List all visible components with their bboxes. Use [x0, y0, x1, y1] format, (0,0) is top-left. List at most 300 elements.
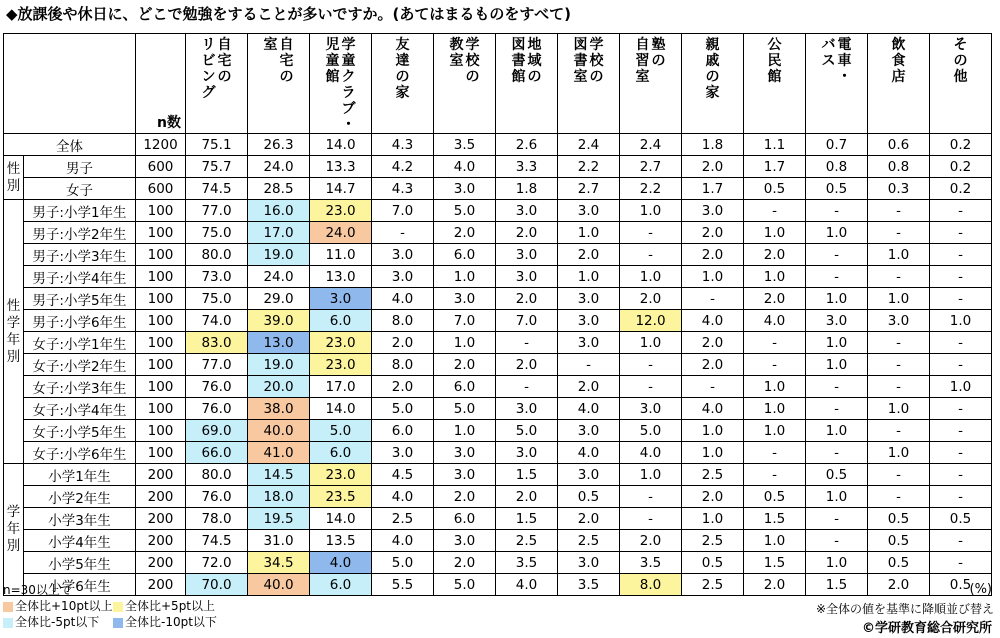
row-label: 男子:小学5年生 [24, 288, 136, 310]
value-cell: 4.0 [744, 310, 806, 332]
value-cell: - [744, 200, 806, 222]
value-cell: 40.0 [248, 420, 310, 442]
value-cell: 74.0 [186, 310, 248, 332]
value-cell: 1.0 [806, 288, 868, 310]
value-cell: - [930, 486, 992, 508]
legend-label: 全体比+5pt以上 [125, 599, 216, 613]
value-cell: 4.0 [682, 398, 744, 420]
value-cell: - [868, 222, 930, 244]
value-cell: 0.5 [806, 178, 868, 200]
value-cell: 2.0 [434, 354, 496, 376]
row-label: 女子:小学6年生 [24, 442, 136, 464]
column-header [682, 34, 744, 134]
value-cell: 3.0 [496, 398, 558, 420]
value-cell: 70.0 [186, 574, 248, 596]
value-cell: 1.0 [620, 332, 682, 354]
column-header-line: 地 域 の [527, 37, 542, 85]
value-cell: 2.0 [682, 156, 744, 178]
n-cell: 200 [136, 574, 186, 596]
value-cell: 0.5 [682, 552, 744, 574]
value-cell: 39.0 [248, 310, 310, 332]
n-cell: 100 [136, 310, 186, 332]
table-row [4, 222, 992, 244]
value-cell: - [496, 376, 558, 398]
value-cell: 19.5 [248, 508, 310, 530]
row-label: 男子:小学1年生 [24, 200, 136, 222]
value-cell: 3.0 [496, 244, 558, 266]
value-cell: 1.0 [744, 420, 806, 442]
value-cell: 1.0 [682, 420, 744, 442]
legend-item [113, 613, 217, 630]
value-cell: - [930, 530, 992, 552]
value-cell: 19.0 [248, 354, 310, 376]
legend-item [3, 597, 113, 614]
column-header-line: 学 校 の [465, 37, 480, 85]
value-cell: - [744, 464, 806, 486]
value-cell: - [806, 508, 868, 530]
value-cell: 83.0 [186, 332, 248, 354]
group-label: 性 別 [4, 156, 24, 200]
value-cell: - [868, 486, 930, 508]
value-cell: - [930, 464, 992, 486]
value-cell: 1.0 [806, 486, 868, 508]
value-cell: 29.0 [248, 288, 310, 310]
column-header-line: 学 校 の [589, 37, 604, 85]
n-cell: 200 [136, 508, 186, 530]
value-cell: 2.5 [496, 530, 558, 552]
value-cell: 0.5 [744, 178, 806, 200]
value-cell: 2.5 [682, 530, 744, 552]
n-header: n数 [136, 34, 186, 134]
column-header-line: バ ス [821, 37, 836, 69]
value-cell: 3.0 [620, 398, 682, 420]
n-cell: 100 [136, 398, 186, 420]
row-label: 小学5年生 [24, 552, 136, 574]
row-label: 小学4年生 [24, 530, 136, 552]
column-header-line: 室 [263, 37, 278, 53]
value-cell: - [620, 508, 682, 530]
value-cell: 74.5 [186, 178, 248, 200]
value-cell: 1.5 [744, 508, 806, 530]
value-cell: 1.0 [558, 266, 620, 288]
table-row [4, 134, 992, 156]
value-cell: 5.5 [372, 574, 434, 596]
value-cell: 6.0 [434, 376, 496, 398]
column-header [620, 34, 682, 134]
value-cell: 1.0 [434, 420, 496, 442]
column-header-line: 親 戚 の 家 [705, 37, 720, 101]
column-header-line: 自 宅 の [217, 37, 232, 85]
table-row [4, 266, 992, 288]
column-header-line: 公 民 館 [767, 37, 782, 85]
value-cell: 34.5 [248, 552, 310, 574]
value-cell: 2.6 [496, 134, 558, 156]
column-header-line: 自 習 室 [635, 37, 650, 85]
value-cell: - [806, 266, 868, 288]
value-cell: 4.2 [372, 156, 434, 178]
value-cell: 3.5 [620, 552, 682, 574]
value-cell: 3.5 [434, 134, 496, 156]
column-header-line: 図 書 館 [511, 37, 526, 85]
value-cell: 6.0 [310, 310, 372, 332]
value-cell: 1.0 [744, 398, 806, 420]
n-cell: 1200 [136, 134, 186, 156]
value-cell: - [620, 354, 682, 376]
group-label: 性 学 年 別 [4, 200, 24, 464]
value-cell: 1.0 [806, 222, 868, 244]
value-cell: 3.0 [372, 266, 434, 288]
value-cell: - [930, 222, 992, 244]
column-header [434, 34, 496, 134]
value-cell: 8.0 [620, 574, 682, 596]
value-cell: 20.0 [248, 376, 310, 398]
value-cell: 28.5 [248, 178, 310, 200]
legend-item [113, 597, 215, 614]
column-header [558, 34, 620, 134]
value-cell: 4.0 [310, 552, 372, 574]
value-cell: 2.2 [620, 178, 682, 200]
value-cell: 1.0 [744, 222, 806, 244]
value-cell: 5.0 [434, 574, 496, 596]
value-cell: 3.3 [496, 156, 558, 178]
value-cell: 1.0 [806, 420, 868, 442]
row-label: 小学1年生 [24, 464, 136, 486]
value-cell: 2.0 [682, 332, 744, 354]
value-cell: 13.3 [310, 156, 372, 178]
table-row [4, 156, 992, 178]
value-cell: 2.7 [620, 156, 682, 178]
value-cell: 1.0 [868, 398, 930, 420]
value-cell: 2.0 [682, 354, 744, 376]
value-cell: 2.0 [620, 288, 682, 310]
value-cell: 1.7 [682, 178, 744, 200]
value-cell: 1.0 [868, 288, 930, 310]
column-header [868, 34, 930, 134]
value-cell: - [868, 332, 930, 354]
table-row [4, 552, 992, 574]
column-header [310, 34, 372, 134]
value-cell: 4.0 [372, 530, 434, 552]
value-cell: 5.0 [434, 200, 496, 222]
value-cell: 23.0 [310, 354, 372, 376]
value-cell: 2.0 [558, 508, 620, 530]
value-cell: 2.0 [868, 574, 930, 596]
value-cell: 76.0 [186, 486, 248, 508]
column-header-line: 自 宅 の [279, 37, 294, 85]
value-cell: 4.5 [372, 464, 434, 486]
column-header-line: 学 童 ク ラ ブ ・ [341, 37, 356, 133]
value-cell: 0.5 [930, 508, 992, 530]
value-cell: - [682, 288, 744, 310]
column-header [186, 34, 248, 134]
value-cell: - [868, 464, 930, 486]
row-label: 小学3年生 [24, 508, 136, 530]
value-cell: 3.0 [806, 310, 868, 332]
table-row [4, 354, 992, 376]
value-cell: - [868, 420, 930, 442]
value-cell: - [868, 266, 930, 288]
value-cell: 0.7 [806, 134, 868, 156]
value-cell: - [868, 376, 930, 398]
value-cell: 6.0 [434, 508, 496, 530]
value-cell: 2.0 [372, 376, 434, 398]
value-cell: 4.3 [372, 134, 434, 156]
legend-label: 全体比-5pt以下 [15, 615, 100, 629]
value-cell: 3.5 [558, 574, 620, 596]
column-header-line: 図 書 室 [573, 37, 588, 85]
value-cell: 0.8 [868, 156, 930, 178]
value-cell: 2.0 [682, 486, 744, 508]
value-cell: - [868, 354, 930, 376]
table-row [4, 574, 992, 596]
value-cell: 75.0 [186, 222, 248, 244]
value-cell: 1.0 [620, 200, 682, 222]
value-cell: 80.0 [186, 244, 248, 266]
table-row [4, 200, 992, 222]
n-cell: 100 [136, 442, 186, 464]
value-cell: 0.5 [744, 486, 806, 508]
value-cell: - [806, 398, 868, 420]
table-row [4, 530, 992, 552]
value-cell: 2.7 [558, 178, 620, 200]
value-cell: - [930, 332, 992, 354]
table-row [4, 442, 992, 464]
value-cell: 0.5 [868, 508, 930, 530]
header-row [4, 34, 992, 134]
row-label: 男子:小学2年生 [24, 222, 136, 244]
row-label: 男子:小学3年生 [24, 244, 136, 266]
value-cell: 23.0 [310, 332, 372, 354]
value-cell: - [930, 552, 992, 574]
value-cell: 78.0 [186, 508, 248, 530]
column-header-line: 飲 食 店 [891, 37, 906, 85]
table-row [4, 508, 992, 530]
value-cell: 3.0 [496, 442, 558, 464]
value-cell: - [806, 200, 868, 222]
value-cell: 1.0 [806, 332, 868, 354]
n-cell: 200 [136, 486, 186, 508]
value-cell: 3.0 [558, 310, 620, 332]
value-cell: 8.0 [372, 354, 434, 376]
value-cell: 74.5 [186, 530, 248, 552]
value-cell: 31.0 [248, 530, 310, 552]
value-cell: 2.0 [558, 244, 620, 266]
value-cell: 2.4 [558, 134, 620, 156]
value-cell: 1.0 [868, 442, 930, 464]
value-cell: 75.7 [186, 156, 248, 178]
value-cell: 1.0 [930, 376, 992, 398]
value-cell: - [372, 222, 434, 244]
n-cell: 200 [136, 552, 186, 574]
value-cell: - [744, 332, 806, 354]
value-cell: - [496, 332, 558, 354]
value-cell: 4.0 [372, 486, 434, 508]
value-cell: - [620, 222, 682, 244]
value-cell: 77.0 [186, 354, 248, 376]
value-cell: 69.0 [186, 420, 248, 442]
value-cell: 80.0 [186, 464, 248, 486]
value-cell: - [868, 200, 930, 222]
value-cell: - [930, 266, 992, 288]
value-cell: 5.0 [434, 398, 496, 420]
value-cell: 6.0 [310, 574, 372, 596]
table-row [4, 244, 992, 266]
value-cell: 0.2 [930, 134, 992, 156]
column-header-line: そ の 他 [953, 37, 968, 85]
value-cell: 1.0 [682, 442, 744, 464]
value-cell: - [930, 244, 992, 266]
value-cell: 1.0 [930, 310, 992, 332]
value-cell: - [682, 376, 744, 398]
value-cell: 1.5 [806, 574, 868, 596]
value-cell: 14.7 [310, 178, 372, 200]
value-cell: 3.0 [558, 420, 620, 442]
value-cell: 2.2 [558, 156, 620, 178]
n-cell: 100 [136, 354, 186, 376]
n-cell: 100 [136, 288, 186, 310]
value-cell: 2.0 [682, 244, 744, 266]
value-cell: 1.5 [496, 464, 558, 486]
table-row [4, 178, 992, 200]
value-cell: 7.0 [372, 200, 434, 222]
value-cell: 1.8 [682, 134, 744, 156]
value-cell: 3.0 [434, 530, 496, 552]
value-cell: 4.0 [434, 156, 496, 178]
value-cell: - [558, 354, 620, 376]
row-label: 全体 [4, 134, 136, 156]
table-row [4, 310, 992, 332]
value-cell: 1.0 [620, 464, 682, 486]
value-cell: 2.0 [744, 574, 806, 596]
value-cell: 41.0 [248, 442, 310, 464]
value-cell: 3.0 [372, 442, 434, 464]
table-row [4, 288, 992, 310]
value-cell: 0.5 [868, 530, 930, 552]
value-cell: 8.0 [372, 310, 434, 332]
column-header [372, 34, 434, 134]
value-cell: 14.0 [310, 134, 372, 156]
value-cell: 2.0 [682, 222, 744, 244]
value-cell: 13.0 [248, 332, 310, 354]
value-cell: 4.0 [496, 574, 558, 596]
column-header-line: 塾 の [651, 37, 666, 69]
value-cell: 17.0 [248, 222, 310, 244]
value-cell: 0.6 [868, 134, 930, 156]
row-label: 小学2年生 [24, 486, 136, 508]
legend-swatch [113, 602, 123, 612]
row-label: 男子:小学4年生 [24, 266, 136, 288]
row-label: 女子:小学3年生 [24, 376, 136, 398]
value-cell: 1.0 [806, 354, 868, 376]
value-cell: 18.0 [248, 486, 310, 508]
value-cell: 76.0 [186, 376, 248, 398]
sort-note: ※全体の値を基準に降順並び替え [815, 602, 994, 616]
value-cell: 3.0 [496, 200, 558, 222]
value-cell: 4.0 [558, 398, 620, 420]
row-label: 小学6年生 [24, 574, 136, 596]
value-cell: 72.0 [186, 552, 248, 574]
value-cell: 13.5 [310, 530, 372, 552]
value-cell: 2.0 [434, 552, 496, 574]
column-header-line: リ ビ ン グ [201, 37, 216, 101]
value-cell: 5.0 [372, 398, 434, 420]
n-cell: 600 [136, 156, 186, 178]
value-cell: 24.0 [248, 266, 310, 288]
value-cell: 3.0 [558, 552, 620, 574]
value-cell: 1.0 [682, 508, 744, 530]
value-cell: 75.0 [186, 288, 248, 310]
value-cell: 26.3 [248, 134, 310, 156]
value-cell: 5.0 [372, 552, 434, 574]
value-cell: 2.0 [372, 332, 434, 354]
value-cell: - [930, 200, 992, 222]
value-cell: 24.0 [310, 222, 372, 244]
n-cell: 100 [136, 266, 186, 288]
value-cell: 3.0 [558, 200, 620, 222]
value-cell: 2.5 [682, 574, 744, 596]
value-cell: 0.3 [868, 178, 930, 200]
column-header-line: 教 室 [449, 37, 464, 69]
value-cell: 7.0 [496, 310, 558, 332]
value-cell: - [806, 244, 868, 266]
legend-item [3, 613, 99, 630]
value-cell: 6.0 [434, 244, 496, 266]
n-cell: 600 [136, 178, 186, 200]
value-cell: 1.0 [620, 266, 682, 288]
value-cell: 0.8 [806, 156, 868, 178]
value-cell: 2.5 [558, 530, 620, 552]
n-cell: 100 [136, 200, 186, 222]
table-row [4, 420, 992, 442]
value-cell: 4.0 [558, 442, 620, 464]
value-cell: - [930, 288, 992, 310]
value-cell: 0.5 [868, 552, 930, 574]
value-cell: 73.0 [186, 266, 248, 288]
value-cell: - [806, 376, 868, 398]
value-cell: 14.0 [310, 508, 372, 530]
value-cell: 2.0 [620, 530, 682, 552]
value-cell: - [930, 442, 992, 464]
survey-table [3, 33, 992, 596]
value-cell: 23.5 [310, 486, 372, 508]
value-cell: 2.0 [496, 288, 558, 310]
value-cell: 6.0 [310, 442, 372, 464]
value-cell: - [620, 486, 682, 508]
value-cell: 19.0 [248, 244, 310, 266]
row-label: 男子:小学6年生 [24, 310, 136, 332]
value-cell: 75.1 [186, 134, 248, 156]
value-cell: - [930, 354, 992, 376]
column-header-line: 友 達 の 家 [395, 37, 410, 101]
value-cell: - [744, 354, 806, 376]
value-cell: 66.0 [186, 442, 248, 464]
row-label: 女子:小学4年生 [24, 398, 136, 420]
value-cell: 2.0 [496, 354, 558, 376]
n-cell: 100 [136, 376, 186, 398]
value-cell: 23.0 [310, 200, 372, 222]
legend-swatch [113, 618, 123, 628]
table-row [4, 398, 992, 420]
value-cell: 3.0 [558, 288, 620, 310]
value-cell: - [806, 530, 868, 552]
value-cell: 12.0 [620, 310, 682, 332]
value-cell: 1.0 [558, 222, 620, 244]
chart-title: ◆放課後や休日に、どこで勉強をすることが多いですか。(あてはまるものをすべて) [6, 5, 571, 23]
value-cell: 3.0 [682, 200, 744, 222]
n-cell: 100 [136, 332, 186, 354]
value-cell: 3.0 [558, 332, 620, 354]
column-header [930, 34, 992, 134]
